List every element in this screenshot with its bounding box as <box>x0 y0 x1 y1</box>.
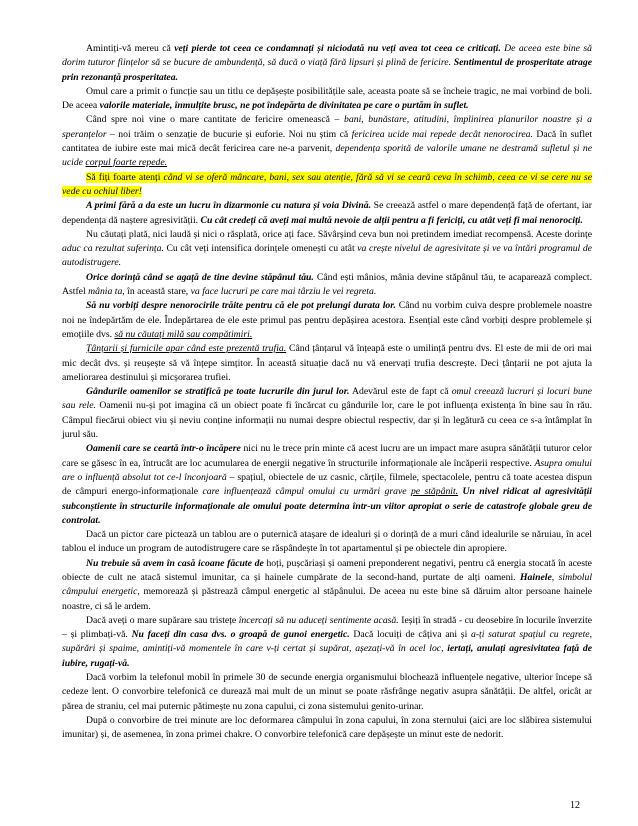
paragraph <box>62 714 592 743</box>
text-run: – spațiul, obiectele de uz casnic, cărțile, filmele, spectacolele, pentru că toate acestea dispun de câmpuri energo-informaționale <box>62 471 592 498</box>
paragraph <box>62 385 592 442</box>
text-run: Orice dorință când se agață de tine devine stăpânul tău. <box>86 271 314 283</box>
paragraph <box>62 113 592 170</box>
text-run: , în această stare, <box>122 286 191 298</box>
text-run: când vi se oferă mâncare, bani, sex sau atenție, fără să vi se ceară ceva în schimb, ceea ce vi se cere nu se vede cu ochiul liber! <box>62 171 592 197</box>
text-run: va face lucruri pe care mai târziu le vei regreta. <box>190 286 377 298</box>
text-run: Să fiți foarte atenți <box>86 171 164 183</box>
paragraph <box>62 528 592 557</box>
text-run: După o convorbire de trei minute are loc deformarea câmpului în zona capului, în zona sternului (aici are loc slăbirea sistemului imunitar) și, de asemenea, în zona primei chakre. O convorbire telefonică care depășește un minut este de nedorit. <box>62 714 592 741</box>
text-run: veți pierde tot ceea ce condamnați și niciodată nu veți avea tot ceea ce criticați. <box>174 43 501 54</box>
text-run: valorile materiale, înmulțite brusc, ne pot îndepărta de divinitatea pe care o purtăm în suflet. <box>99 100 469 112</box>
text-run: Ieșiți în stradă - cu deosebire în locurile înverzite – și plimbați-vă. <box>62 614 592 641</box>
paragraph <box>62 342 592 385</box>
text-run: Dacă locuiți de câțiva ani și <box>349 629 471 641</box>
text-run: simbolul câmpului energetic, <box>62 571 593 598</box>
text-run: iertați, anulați agresivitatea față de iubire, rugați-vă. <box>62 643 592 669</box>
text-run: va crește nivelul de agresivitate și ve va întări programul de autodistrugere. <box>62 243 592 269</box>
text-run: , <box>551 571 559 583</box>
paragraph <box>62 442 592 528</box>
text-run: Dacă vorbim la telefonul mobil în primele 30 de secunde energia organismului blochează influențele negative, ulterior începe să cedeze lent. O convorbire telefonică ce durează mai mult de un minut se poate răsfrânge negativ asupra sănătății. De altfel, oricât ar părea de straniu, cel mai puternic pătimește nu zona capului, ci zona sistemului genito-urinar. <box>62 672 592 712</box>
text-run: care influențează câmpul omului cu urmări grave <box>202 486 411 498</box>
text-run: Asupra omului are o influență absolut tot ce-l înconjoară <box>62 457 592 483</box>
text-run: Adevărul este de fapt că <box>349 386 452 398</box>
paragraph <box>62 271 592 300</box>
text-run: mânia ta <box>88 286 123 298</box>
paragraph <box>62 614 592 671</box>
text-run: Cu cât credeți că aveți mai multă nevoie de alții pentru a fi fericiți, cu atât veți fi mai nenorociți. <box>200 214 583 226</box>
text-run: Dacă în suflet cantitatea de iubire este mai mică decât fericirea care ne-a parvenit, <box>62 128 593 155</box>
text-run: Omul care a primit o funcție sau un titlu ce depășește posibilitățile sale, aceasta poate să se încheie tragic, ne mai vorbind de boli. De aceea <box>62 85 592 112</box>
text-run: memorează și păstrează câmpul energetic al stăpânului. De aceea nu este bine să dăruim altor persoane hainele noastre, ci să le ardem. <box>62 586 593 612</box>
paragraph <box>62 171 592 200</box>
text-run: Se creează astfel o mare dependență față de ofertant, iar dependența dă naștere agresivității. <box>62 200 592 226</box>
paragraph <box>62 557 592 614</box>
text-run: Sentimentul de prosperitate atrage prin rezonanță prosperitatea. <box>62 57 593 83</box>
text-run: – noi trăim o senzație de bucurie și euforie. Noi nu știm că <box>106 128 352 140</box>
paragraph <box>62 228 592 271</box>
text-run: hoți, pușcăriași și oameni preponderent negativi, pentru că energia stocată în aceste obiecte de cult ne atacă sistemul imunitar, ca și hainele cumpărate de la second-hand, purtate de alți oameni. <box>62 557 592 583</box>
text-run: A primi fără a da este un lucru în dizarmonie cu natura și voia Divină. <box>86 200 372 212</box>
text-run: Amintiți-vă mereu că <box>86 43 175 54</box>
text-run: bani, bunăstare, atitudini, împlinirea planurilor noastre și a speranțelor <box>62 114 592 140</box>
page-number: 12 <box>570 800 580 811</box>
text-run: încercați să nu aduceți sentimente acasă. <box>238 614 399 626</box>
text-run: Nu faceți din casa dvs. o groapă de gunoi energetic. <box>131 629 350 641</box>
text-run: Nu căutați plată, nici laudă și nici o răsplată, orice ați face. Săvârșind ceva bun noi pretindem imediat recompensă. Aceste dorințe <box>86 228 592 240</box>
paragraph <box>62 85 592 114</box>
text-run: Când țânțarul vă înțeapă este o umilință pentru dvs. El este de mii de ori mai mic decât dvs. și reușește să vă înțepe simțitor. În această situație dacă nu vă enervați trufia descrește. Deci țânțarii ne pot ajuta la ameliorarea destinului și micșorarea trufiei. <box>62 343 592 383</box>
text-run: corpul foarte repede. <box>85 157 168 169</box>
text-run: Dacă aveți o mare supărare sau tristețe <box>86 614 239 626</box>
text-run: Oamenii nu-și pot imagina că un obiect poate fi încărcat cu gândurile lor, care le pot influența existența în bine sau în rău. Câmpul fiecărui obiect viu și neviu conține informații nu numai despre obiectul respectiv, dar și în legătură cu ceea ce s-a întâmplat în jurul său. <box>62 400 592 441</box>
text-run: Cu cât veți intensifica dorințele omenești cu atât <box>163 243 358 255</box>
paragraph <box>62 199 592 228</box>
text-run: De aceea este bine să dorim tuturor ființelor să se bucure de ambundență, să ducă o viață fără lipsuri și plină de fericire. <box>62 43 592 69</box>
text-run: Nu trebuie să avem în casă icoane făcute de <box>86 557 264 569</box>
text-run: omul creează lucruri și locuri bune sau rele. <box>62 386 592 412</box>
text-run: pe stăpânit. <box>410 486 459 498</box>
text-run: Când spre noi vine o mare cantitate de fericire omenească – <box>86 114 345 126</box>
text-run: dependența sporită de valorile umane ne destramă sufletul și ne ucide <box>62 143 592 169</box>
text-run: nici nu le trece prin minte că acest lucru are un impact mare asupra sănătății tuturor celor care se găsesc în ea, întrucât are loc acumularea de energii negative în structurile informaționale ale încăperii respective. <box>62 443 592 469</box>
text-run: fericirea ucide mai repede decât nenorocirea. <box>351 128 533 140</box>
text-run: aduc ca rezultat suferința. <box>62 243 164 255</box>
text-run: Un nivel ridicat al agresivității subconștiente în structurile informaționale ale omului poate determina într-un viitor apropiat o serie de catastrofe globale greu de controlat. <box>62 486 592 526</box>
text-run: Țânțarii și furnicile apar când este prezentă trufia. <box>86 343 287 355</box>
body-text <box>62 42 592 743</box>
paragraph <box>62 299 592 342</box>
paragraph <box>62 42 592 85</box>
text-run: Hainele <box>520 571 552 583</box>
text-run: să nu căutați milă sau compătimiri. <box>114 328 253 340</box>
text-run: Când nu vorbim cuiva despre problemele noastre noi ne îndepărtăm de ele. Îndepărtarea de ele este primul pas pentru depășirea acestora. Esențial este când vorbiți despre problemele și emoțiile dvs. <box>62 300 592 340</box>
paragraph <box>62 671 592 714</box>
text-run: Dacă un pictor care pictează un tablou are o puternică atașare de idealuri și o dorință de a muri când idealurile se năruiau, în acel tablou el induce un program de autodistrugere care se răspândește în tot apartamentul și pe obiectele din apropiere. <box>62 529 592 555</box>
text-run: Oamenii care se ceartă într-o încăpere <box>86 443 241 455</box>
text-run: Când ești mânios, mânia devine stăpânul tău, te acaparează complect. Astfel <box>62 271 592 298</box>
text-run: a-ți saturat spațiul cu regrete, supărări și spaime, amintiți-vă momentele în care v-ți certat și supărat, așezați-vă în acel loc, <box>62 629 592 655</box>
text-run: Gândurile oamenilor se stratifică pe toate lucrurile din jurul lor. <box>86 386 350 398</box>
text-run: Să nu vorbiți despre nenorocirile trăite pentru că ele pot prelungi durata lor. <box>86 300 396 312</box>
